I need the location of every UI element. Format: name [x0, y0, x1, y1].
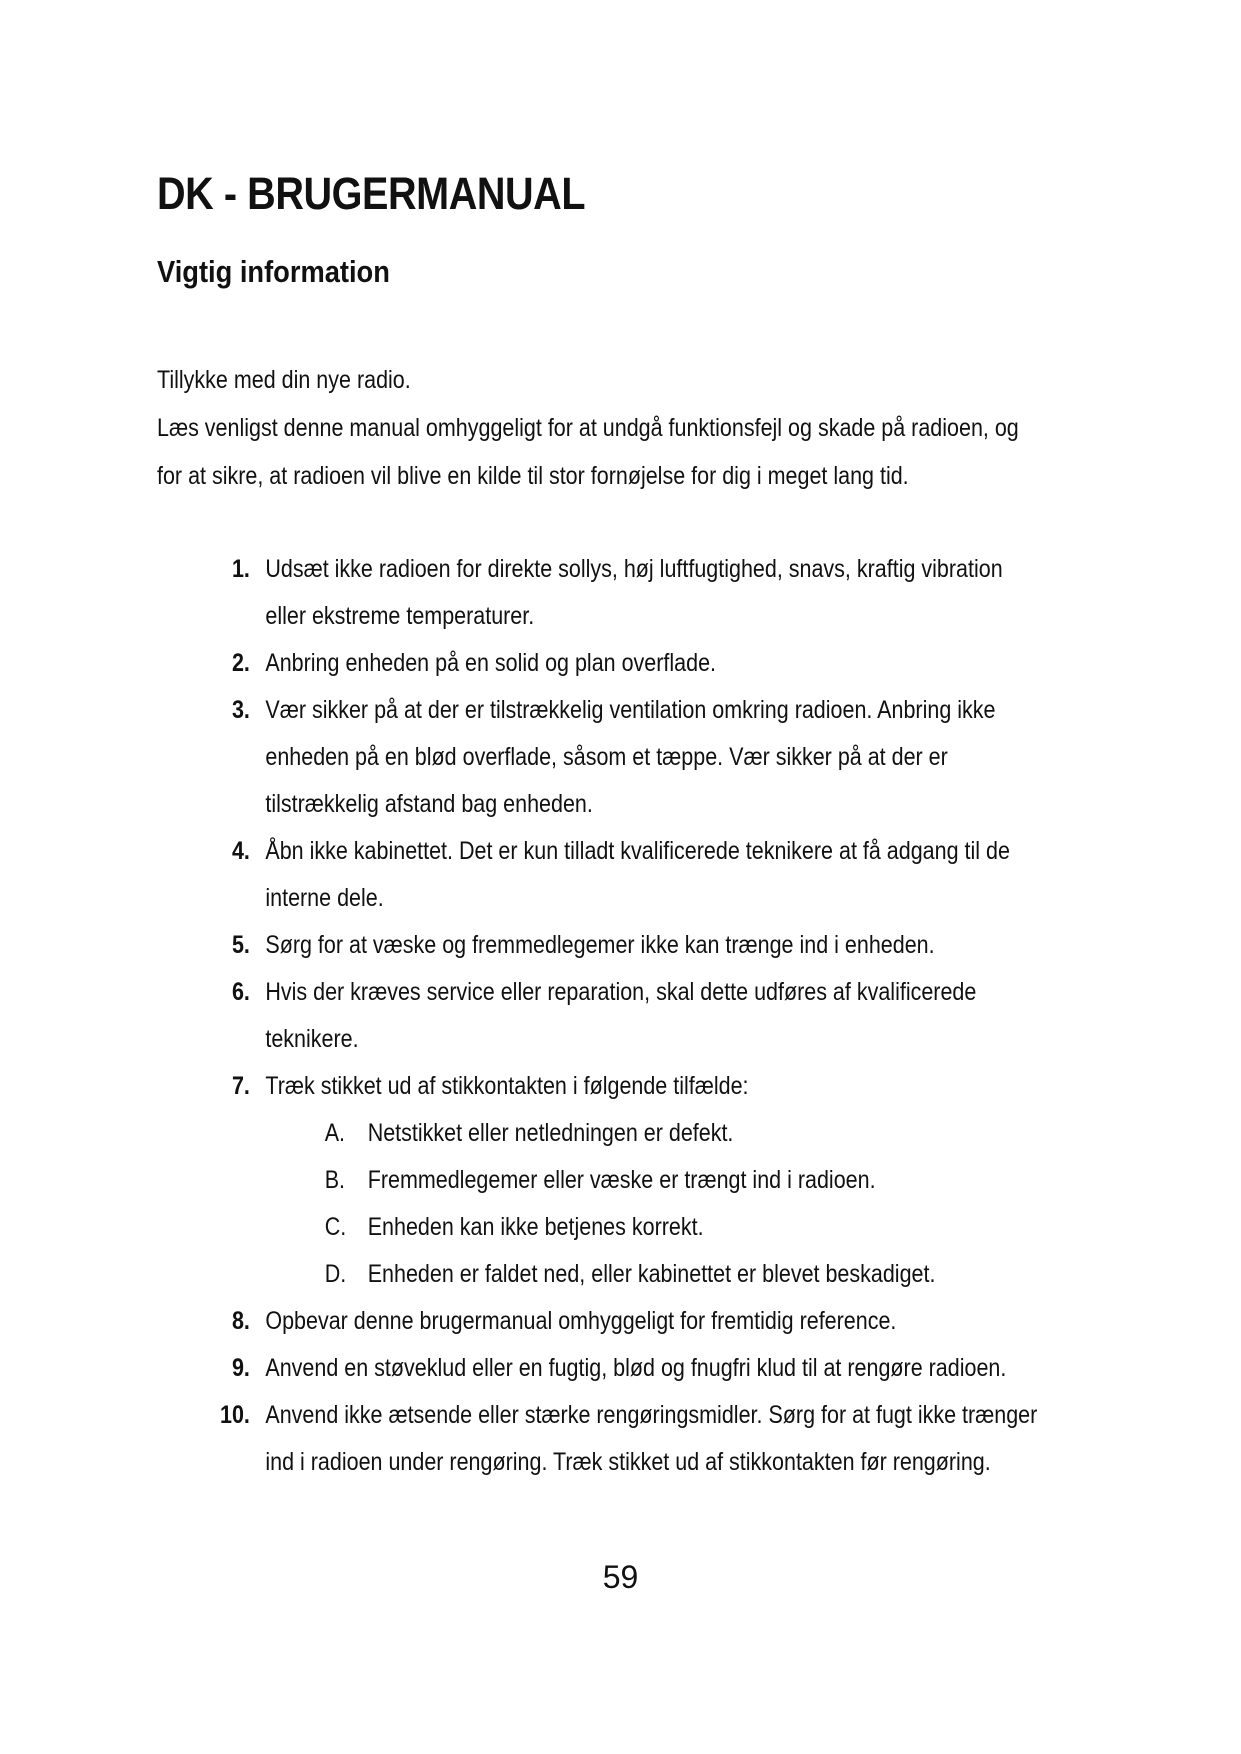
item-number: 6. — [231, 978, 250, 1006]
item-line: ind i radioen under rengøring. Træk stikket ud af stikkontakten før rengøring. — [265, 1448, 991, 1476]
item-line: Anvend en støveklud eller en fugtig, blød og fnugfri klud til at rengøre radioen. — [265, 1354, 1007, 1382]
sublist-item — [200, 1204, 1060, 1251]
item-line: Åbn ikke kabinettet. Det er kun tilladt kvalificerede teknikere at få adgang til de — [265, 837, 1010, 865]
page-title: DK - BRUGERMANUAL — [157, 168, 586, 219]
item-line: Anbring enheden på en solid og plan overflade. — [265, 649, 717, 677]
item-line: interne dele. — [265, 884, 384, 912]
list-item — [200, 1392, 1060, 1486]
item-line: Opbevar denne brugermanual omhyggeligt for fremtidig reference. — [265, 1307, 897, 1335]
item-line: teknikere. — [265, 1025, 359, 1053]
item-number: 9. — [231, 1354, 250, 1382]
item-text — [265, 687, 1060, 828]
safety-instructions-list — [200, 546, 1060, 1486]
item-text — [265, 922, 1060, 969]
item-text — [265, 1063, 1060, 1110]
item-number: 10. — [219, 1401, 250, 1429]
item-line: enheden på en blød overflade, såsom et tæppe. Vær sikker på at der er — [265, 743, 948, 771]
item-text — [265, 1345, 1060, 1392]
sublist-letter: C. — [324, 1213, 347, 1241]
item-line: Vær sikker på at der er tilstrækkelig ventilation omkring radioen. Anbring ikke — [265, 696, 996, 724]
item-text — [265, 546, 1060, 640]
section-heading: Vigtig information — [157, 254, 390, 289]
item-number: 8. — [231, 1307, 250, 1335]
sublist-text: Fremmedlegemer eller væske er trængt ind i radioen. — [367, 1166, 876, 1194]
list-item — [200, 1063, 1060, 1110]
sublist-letter: A. — [324, 1119, 346, 1147]
item-number: 7. — [231, 1072, 250, 1100]
list-item — [200, 1345, 1060, 1392]
item-text — [265, 1298, 1060, 1345]
list-item — [200, 1298, 1060, 1345]
sublist-letter: B. — [324, 1166, 346, 1194]
item-number: 4. — [231, 837, 250, 865]
item-number: 2. — [231, 649, 250, 677]
item-line: Anvend ikke ætsende eller stærke rengøringsmidler. Sørg for at fugt ikke trænger — [265, 1401, 1038, 1429]
item-line: eller ekstreme temperaturer. — [265, 602, 535, 630]
intro-line: Læs venligst denne manual omhyggeligt for at undgå funktionsfejl og skade på radioen, og — [157, 414, 1019, 442]
sublist-item — [200, 1110, 1060, 1157]
item-line: Sørg for at væske og fremmedlegemer ikke kan trænge ind i enheden. — [265, 931, 935, 959]
item-line: tilstrækkelig afstand bag enheden. — [265, 790, 593, 818]
page-number: 59 — [602, 1559, 639, 1595]
sublist-item — [200, 1251, 1060, 1298]
list-item — [200, 969, 1060, 1063]
item-text — [265, 828, 1060, 922]
item-line: Træk stikket ud af stikkontakten i følgende tilfælde: — [265, 1072, 749, 1100]
list-item — [200, 828, 1060, 922]
sublist-text: Enheden kan ikke betjenes korrekt. — [367, 1213, 704, 1241]
list-item — [200, 687, 1060, 828]
sublist-letter: D. — [324, 1260, 347, 1288]
item-line: Udsæt ikke radioen for direkte sollys, høj luftfugtighed, snavs, kraftig vibration — [265, 555, 1003, 583]
item-number: 5. — [231, 931, 250, 959]
item-text — [265, 1392, 1060, 1486]
intro-line: Tillykke med din nye radio. — [157, 366, 411, 394]
intro-paragraph — [157, 356, 1017, 500]
sublist-text: Enheden er faldet ned, eller kabinettet er blevet beskadiget. — [367, 1260, 936, 1288]
list-item — [200, 546, 1060, 640]
item-number: 3. — [231, 696, 250, 724]
sublist-text: Netstikket eller netledningen er defekt. — [367, 1119, 734, 1147]
item-number: 1. — [231, 555, 250, 583]
list-item — [200, 922, 1060, 969]
list-item — [200, 640, 1060, 687]
sublist-item — [200, 1157, 1060, 1204]
item-text — [265, 640, 1060, 687]
intro-line: for at sikre, at radioen vil blive en kilde til stor fornøjelse for dig i meget lang tid. — [157, 462, 909, 490]
item-text — [265, 969, 1060, 1063]
item-line: Hvis der kræves service eller reparation, skal dette udføres af kvalificerede — [265, 978, 977, 1006]
